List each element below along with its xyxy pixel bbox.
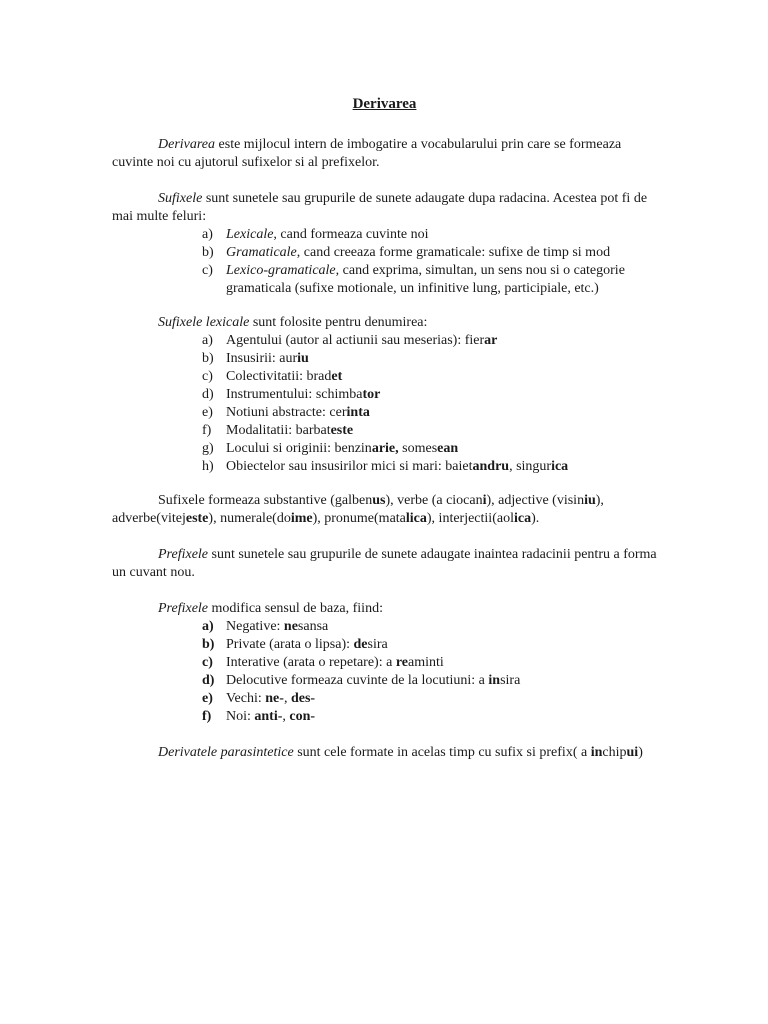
bold-run: ime — [290, 511, 313, 526]
list-marker: f) — [202, 423, 212, 438]
list-item — [202, 262, 657, 298]
list-marker: c) — [202, 655, 213, 670]
list-item — [202, 440, 657, 458]
list-item — [202, 672, 657, 690]
list-item-text: Agentului (autor al actiunii sau meserias): fier — [226, 333, 485, 348]
list-item-bold: et — [331, 369, 343, 384]
list-item-text: Negative: — [226, 619, 284, 634]
list-marker: f) — [202, 709, 212, 724]
prefixe-paragraph — [112, 546, 657, 582]
sufixe-term: Sufixele — [158, 191, 203, 206]
list-item-bold: este — [330, 423, 354, 438]
list-marker: e) — [202, 405, 213, 420]
list-item — [202, 636, 657, 654]
list-marker: b) — [202, 351, 214, 366]
list-item-bold: arie, — [371, 441, 399, 456]
bold-run: us — [372, 493, 386, 508]
list-item-bold: tor — [362, 387, 381, 402]
list-item — [202, 244, 657, 262]
list-item-text: , cand formeaza cuvinte noi — [273, 227, 429, 242]
list-item-bold: ne — [283, 619, 298, 634]
list-item-bold: andru — [472, 459, 510, 474]
list-marker: d) — [202, 673, 215, 688]
intro-paragraph — [112, 136, 657, 172]
bold-run: ui — [626, 745, 639, 760]
list-marker: b) — [202, 637, 215, 652]
intro-text: este mijlocul intern de imbogatire a vocabularului prin care se formeaza cuvinte noi cu ajutorul sufixelor si al prefixelor. — [112, 137, 622, 170]
list-marker: a) — [202, 227, 213, 242]
text-run: ), interjectii(aol — [426, 511, 514, 526]
text-run: sunt cele formate in acelas timp cu sufix si prefix( a — [293, 745, 591, 760]
list-item — [202, 386, 657, 404]
prefixe-modifica-text: modifica sensul de baza, fiind: — [208, 601, 383, 616]
text-run: ), adjective (visin — [486, 493, 585, 508]
sufixe-lexicale-term: Sufixele lexicale — [158, 315, 250, 330]
sufixe-lexicale-list — [202, 332, 657, 476]
list-marker: a) — [202, 619, 214, 634]
sufixe-lexicale-paragraph — [112, 314, 657, 332]
bold-run: ica — [513, 511, 532, 526]
list-item-term: Lexicale — [226, 227, 274, 242]
list-item-bold: anti- — [254, 709, 283, 724]
prefixe-term: Prefixele — [158, 547, 209, 562]
parasintetice-paragraph — [112, 744, 657, 762]
list-item-text: Insusirii: aur — [226, 351, 298, 366]
prefixe-list — [202, 618, 657, 726]
list-item-term: Gramaticale — [226, 245, 297, 260]
list-marker: d) — [202, 387, 214, 402]
list-marker: c) — [202, 263, 213, 278]
list-item — [202, 226, 657, 244]
list-marker: g) — [202, 441, 214, 456]
list-item-bold: ne- — [265, 691, 284, 706]
sufixe-types-list — [202, 226, 657, 298]
bold-run: in — [590, 745, 603, 760]
list-item-bold: iu — [297, 351, 309, 366]
list-item-after: aminti — [408, 655, 444, 670]
list-item-text: Delocutive formeaza cuvinte de la locutiuni: a — [226, 673, 489, 688]
page-title: Derivarea — [352, 96, 417, 112]
list-item — [202, 404, 657, 422]
text-run: ), pronume(mata — [312, 511, 406, 526]
list-item-after: sansa — [297, 619, 329, 634]
sufixele-formeaza-paragraph — [112, 492, 657, 528]
list-item-text: , cand exprima, simultan, un sens nou si o categorie gramaticala (sufixe motionale, un infinitive lung, participiale, etc.) — [226, 263, 625, 296]
list-item-after: , singur — [509, 459, 552, 474]
list-item-text: Vechi: — [226, 691, 266, 706]
text-run: Sufixele formeaza substantive (galben — [158, 493, 373, 508]
bold-run: lica — [405, 511, 427, 526]
list-item-after: somes — [398, 441, 438, 456]
list-item — [202, 708, 657, 726]
list-item-bold: in — [488, 673, 501, 688]
list-item-after: sira — [500, 673, 521, 688]
list-item-bold: inta — [346, 405, 370, 420]
list-item — [202, 350, 657, 368]
list-item-bold: con- — [289, 709, 316, 724]
list-item-after: sira — [367, 637, 388, 652]
text-run: ), numerale(do — [208, 511, 291, 526]
list-item — [202, 618, 657, 636]
list-marker: h) — [202, 459, 214, 474]
text-run: ), adverbe(vitej — [112, 493, 604, 526]
intro-term: Derivarea — [158, 137, 216, 152]
list-item-text: Notiuni abstracte: cer — [226, 405, 347, 420]
prefixe-modifica-term: Prefixele — [158, 601, 209, 616]
sufixe-text: sunt sunetele sau grupurile de sunete adaugate dupa radacina. Acestea pot fi de mai multe feluri: — [112, 191, 648, 224]
list-item-text: Private (arata o lipsa): — [226, 637, 354, 652]
list-item-bold: des- — [290, 691, 316, 706]
list-item-text: Modalitatii: barbat — [226, 423, 331, 438]
list-item-text: Interative (arata o repetare): a — [226, 655, 396, 670]
list-item — [202, 690, 657, 708]
list-item-bold: re — [395, 655, 409, 670]
list-item-text: , cand creeaza forme gramaticale: sufixe de timp si mod — [296, 245, 611, 260]
list-item-text: Noi: — [226, 709, 255, 724]
list-item-text: Obiectelor sau insusirilor mici si mari: baiet — [226, 459, 473, 474]
sufixe-lexicale-text: sunt folosite pentru denumirea: — [249, 315, 428, 330]
bold-run: este — [185, 511, 209, 526]
list-marker: e) — [202, 691, 213, 706]
bold-run: iu — [584, 493, 596, 508]
prefixe-modifica-paragraph — [112, 600, 657, 618]
list-marker: b) — [202, 245, 214, 260]
text-run: chip — [602, 745, 627, 760]
list-item — [202, 422, 657, 440]
bold-run: i — [482, 493, 487, 508]
list-item-bold: ean — [437, 441, 459, 456]
text-run: ), verbe (a ciocan — [385, 493, 483, 508]
list-item-bold: ar — [484, 333, 498, 348]
list-item — [202, 368, 657, 386]
list-item-after: , — [283, 691, 291, 706]
list-item-bold: de — [353, 637, 368, 652]
list-item — [202, 654, 657, 672]
sufixe-paragraph — [112, 190, 657, 226]
list-marker: c) — [202, 369, 213, 384]
list-item-after: , — [282, 709, 290, 724]
text-run: ). — [531, 511, 540, 526]
text-run: ) — [638, 745, 643, 760]
list-item-text: Instrumentului: schimba — [226, 387, 363, 402]
list-item — [202, 458, 657, 476]
list-item-text: Colectivitatii: brad — [226, 369, 332, 384]
list-item-text: Locului si originii: benzin — [226, 441, 372, 456]
prefixe-text: sunt sunetele sau grupurile de sunete adaugate inaintea radacinii pentru a forma un cuvant nou. — [112, 547, 657, 580]
list-item-bold: ica — [551, 459, 569, 474]
list-marker: a) — [202, 333, 213, 348]
list-item-term: Lexico-gramaticale — [226, 263, 336, 278]
list-item — [202, 332, 657, 350]
parasintetice-term: Derivatele parasintetice — [158, 745, 294, 760]
